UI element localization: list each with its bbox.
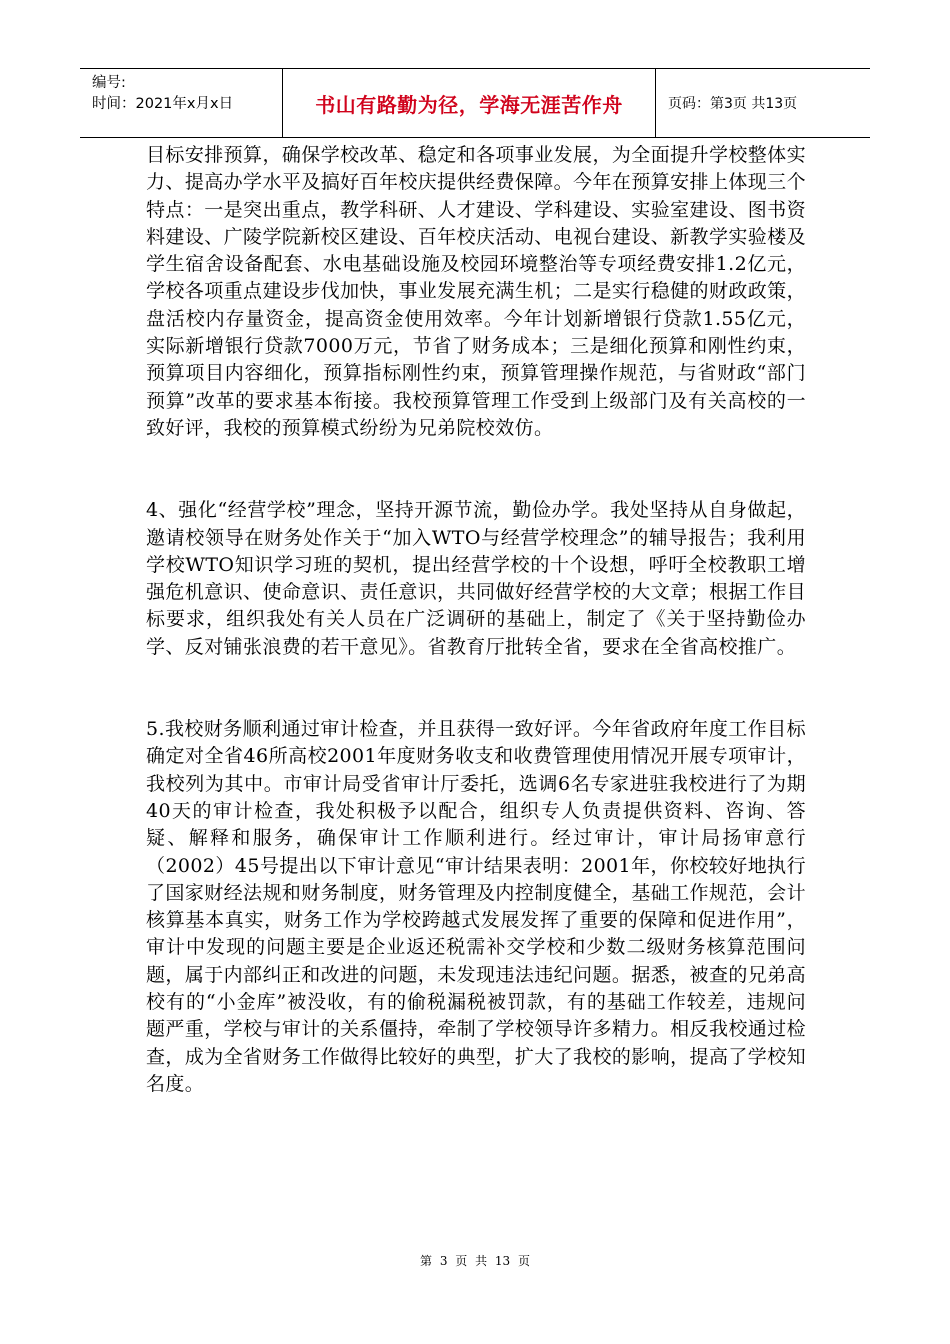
page-footer: 第 3 页 共 13 页 xyxy=(420,1254,530,1268)
document-body xyxy=(146,142,806,1098)
header-page-info: 页码：第3页 共13页 xyxy=(668,96,798,112)
paragraph-operating-school: 4、强化“经营学校”理念，坚持开源节流，勤俭办学。我处坚持从自身做起，邀请校领导在财务处作关于“加入WTO与经营学校理念”的辅导报告；我利用学校WTO知识学习班的契机，提出经营学校的十个设想，呼吁全校教职工增强危机意识、使命意识、责任意识，共同做好经营学校的大文章；根据工作目标要求，组织我处有关人员在广泛调研的基础上，制定了《关于坚持勤俭办学、反对铺张浪费的若干意见》。省教育厅批转全省，要求在全省高校推广。 xyxy=(146,499,806,658)
header-motto: 书山有路勤为径，学海无涯苦作舟 xyxy=(283,69,656,137)
document-header xyxy=(80,68,870,138)
paragraph-budget: 目标安排预算，确保学校改革、稳定和各项事业发展，为全面提升学校整体实力、提高办学水平及搞好百年校庆提供经费保障。今年在预算安排上体现三个特点：一是突出重点，教学科研、人才建设、学科建设、实验室建设、图书资料建设、广陵学院新校区建设、百年校庆活动、电视台建设、新教学实验楼及学生宿舍设备配套、水电基础设施及校园环境整治等专项经费安排1.2亿元，学校各项重点建设步伐加快，事业发展充满生机；二是实行稳健的财政政策，盘活校内存量资金，提高资金使用效率。今年计划新增银行贷款1.55亿元，实际新增银行贷款7000万元，节省了财务成本；三是细化预算和刚性约束，预算项目内容细化，预算指标刚性约束，预算管理操作规范，与省财政“部门预算”改革的要求基本衔接。我校预算管理工作受到上级部门及有关高校的一致好评，我校的预算模式纷纷为兄弟院校效仿。 xyxy=(146,144,806,439)
document-date: 时间：2021年x月x日 xyxy=(92,96,234,112)
header-meta xyxy=(80,69,283,137)
paragraph-audit: 5.我校财务顺利通过审计检查，并且获得一致好评。今年省政府年度工作目标确定对全省46所高校2001年度财务收支和收费管理使用情况开展专项审计，我校列为其中。市审计局受省审计厅委托，选调6名专家进驻我校进行了为期40天的审计检查，我处积极予以配合，组织专人负责提供资料、咨询、答疑、解释和服务，确保审计工作顺利进行。经过审计，审计局扬审意行（2002）45号提出以下审计意见“审计结果表明：2001年，你校较好地执行了国家财经法规和财务制度，财务管理及内控制度健全，基础工作规范，会计核算基本真实，财务工作为学校跨越式发展发挥了重要的保障和促进作用”，审计中发现的问题主要是企业返还税需补交学校和少数二级财务核算范围问题，属于内部纠正和改进的问题，未发现违法违纪问题。据悉，被查的兄弟高校有的“小金库”被没收，有的偷税漏税被罚款，有的基础工作较差，违规问题严重，学校与审计的关系僵持，牵制了学校领导许多精力。相反我校通过检查，成为全省财务工作做得比较好的典型，扩大了我校的影响，提高了学校知名度。 xyxy=(146,718,806,1095)
document-number-label: 编号: xyxy=(92,75,126,91)
